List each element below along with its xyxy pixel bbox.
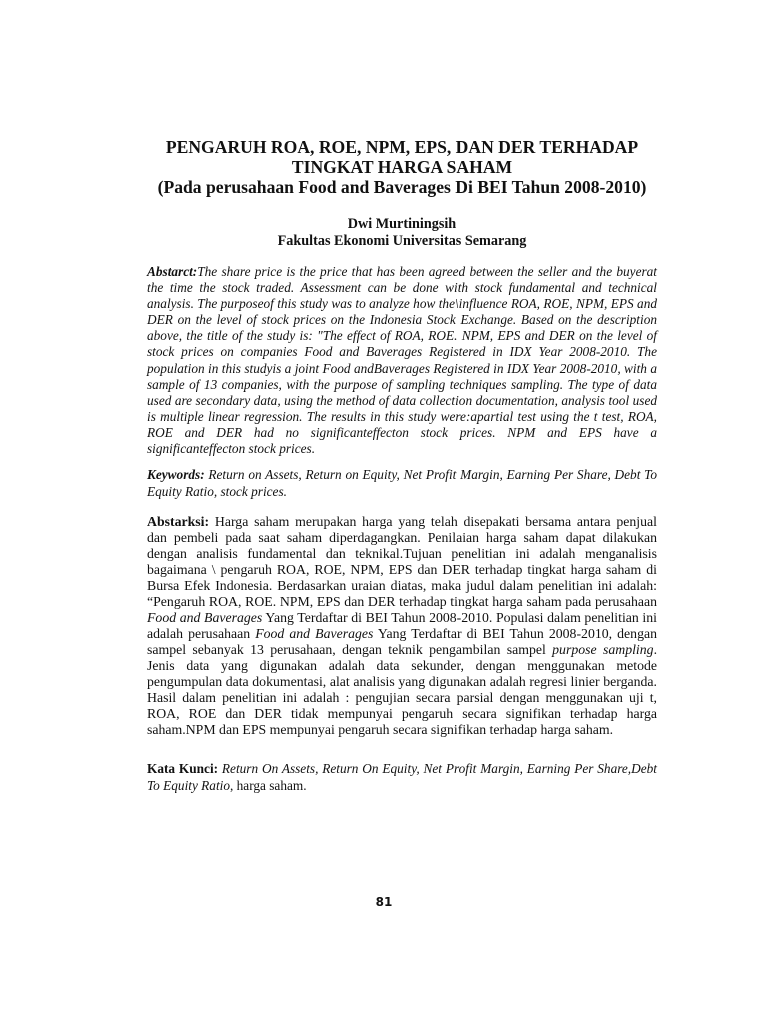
abstract-english [147,264,657,457]
title-line-3: (Pada perusahaan Food and Baverages Di BEI Tahun 2008-2010) [157,177,647,197]
author-block [150,216,654,250]
keywords-english [147,466,657,500]
abstract-indonesian-label: Abstarksi: [147,514,210,529]
keywords-indonesian [147,760,657,794]
title-line-2: TINGKAT HARGA SAHAM [291,157,513,177]
keywords-english-label: Keywords: [147,467,205,482]
abstract-indonesian-part-2: Yang Terdaftar di BEI Tahun 2008-2010. Populasi dalam penelitian ini adalah perusahaan [147,610,657,641]
author-affiliation: Fakultas Ekonomi Universitas Semarang [277,233,527,249]
abstract-indonesian-italic-1: Food and Baverages [147,610,263,625]
author-name: Dwi Murtiningsih [347,216,457,232]
abstract-indonesian-part-4: . Jenis data yang digunakan adalah data sekunder, dengan menggunakan metode pengumpulan data dokumentasi, alat analisis yang digunakan adalah regresi linier berganda. Hasil dalam penelitian ini adalah : pengujian secara parsial dengan menggunakan uji t, ROA, ROE dan DER tidak mempunyai pengaruh secara signifikan terhadap harga saham.NPM dan EPS mempunyai pengaruh secara signifikan terhadap harga saham. [147,642,658,737]
keywords-indonesian-italic: Return On Assets, Return On Equity, Net Profit Margin, Earning Per Share,Debt To Equity Ratio [147,761,657,793]
abstract-indonesian [147,514,657,738]
abstract-indonesian-part-1: Harga saham merupakan harga yang telah disepakati bersama antara penjual dan pembeli pada saat saham diperdagangkan. Penilaian harga saham dapat dilakukan dengan analisis fundamental dan teknikal.Tujuan penelitian ini adalah menganalisis bagaimana \ pengaruh ROA, ROE, NPM, EPS dan DER terhadap tingkat harga saham di Bursa Efek Indonesia. Berdasarkan uraian diatas, maka judul dalam penelitian ini adalah: “Pengaruh ROA, ROE. NPM, EPS dan DER terhadap tingkat harga saham pada perusahaan [147,514,657,609]
abstract-english-text: The share price is the price that has been agreed between the seller and the buyerat the time the stock traded. Assessment can be done with stock fundamental and technical analysis. The purposeof this study was to analyze how the\influence ROA, ROE, NPM, EPS and DER on the level of stock prices on the Indonesia Stock Exchange. Based on the description above, the title of the study is: "The effect of ROA, ROE. NPM, EPS and DER on the level of stock prices on companies Food and Baverages Registered in IDX Year 2008-2010. The population in this studyis a joint Food andBaverages Registered in IDX Year 2008-2010, with a sample of 13 companies, with the purpose of sampling techniques sampling. The type of data used are secondary data, using the method of data collection documentation, analysis tool used is multiple linear regression. The results in this study were:apartial test using the t test, ROA, ROE and DER had no significanteffecton stock prices. NPM and EPS have a significanteffecton stock prices. [147,264,657,457]
title-line-1: PENGARUH ROA, ROE, NPM, EPS, DAN DER TERHADAP [165,137,639,157]
abstract-indonesian-italic-3: purpose sampling [552,642,654,657]
keywords-english-text: Return on Assets, Return on Equity, Net Profit Margin, Earning Per Share, Debt To Equity Ratio, stock prices. [147,467,657,499]
abstract-indonesian-italic-2: Food and Baverages [255,626,374,641]
keywords-indonesian-plain: , harga saham. [230,778,307,793]
abstract-english-label: Abstarct: [147,264,198,279]
abstract-indonesian-part-3: Yang Terdaftar di BEI Tahun 2008-2010, dengan sampel sebanyak 13 perusahaan, dengan teknik pengambilan sampel [147,626,657,657]
paper-title [90,137,714,197]
page-number: 81 [375,895,393,909]
keywords-indonesian-label: Kata Kunci: [147,761,219,776]
